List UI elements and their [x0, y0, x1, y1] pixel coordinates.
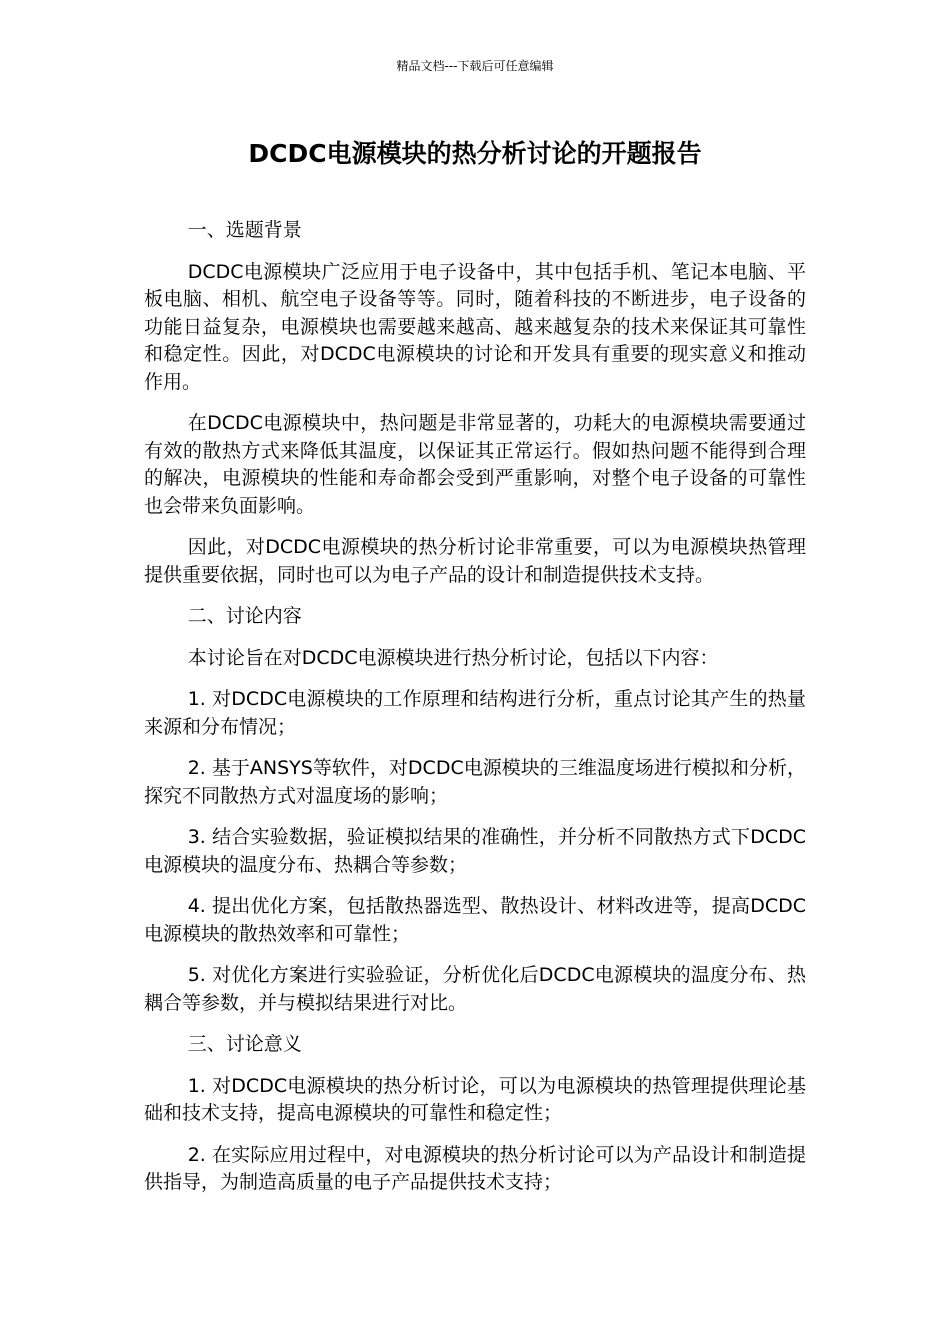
- paragraph: 本讨论旨在对DCDC电源模块进行热分析讨论，包括以下内容：: [187, 646, 719, 669]
- list-item: 2. 在实际应用过程中，对电源模块的热分析讨论可以为产品设计和制造提供指导，为制造高质量的电子产品提供技术支持；: [144, 1143, 806, 1193]
- list-item: 3. 结合实验数据，验证模拟结果的准确性，并分析不同散热方式下DCDC电源模块的温度分布、热耦合等参数；: [144, 826, 806, 876]
- paragraph: DCDC电源模块广泛应用于电子设备中，其中包括手机、笔记本电脑、平板电脑、相机、航空电子设备等等。同时，随着科技的不断进步，电子设备的功能日益复杂，电源模块也需要越来越高、越来越复杂的技术来保证其可靠性和稳定性。因此，对DCDC电源模块的讨论和开发具有重要的现实意义和推动作用。: [144, 260, 806, 393]
- section-heading-significance: 三、讨论意义: [187, 1033, 302, 1055]
- document-title: DCDC电源模块的热分析讨论的开题报告: [248, 139, 702, 168]
- paragraph: 因此，对DCDC电源模块的热分析讨论非常重要，可以为电源模块热管理提供重要依据，同时也可以为电子产品的设计和制造提供技术支持。: [144, 536, 806, 586]
- page-header: 精品文档---下载后可任意编辑: [396, 59, 554, 73]
- list-item: 1. 对DCDC电源模块的热分析讨论，可以为电源模块的热管理提供理论基础和技术支持，提高电源模块的可靠性和稳定性；: [144, 1074, 806, 1124]
- list-item: 4. 提出优化方案，包括散热器选型、散热设计、材料改进等，提高DCDC电源模块的散热效率和可靠性；: [144, 895, 806, 945]
- section-heading-content: 二、讨论内容: [187, 605, 302, 627]
- list-item: 1. 对DCDC电源模块的工作原理和结构进行分析，重点讨论其产生的热量来源和分布情况；: [144, 688, 806, 738]
- paragraph: 在DCDC电源模块中，热问题是非常显著的，功耗大的电源模块需要通过有效的散热方式来降低其温度，以保证其正常运行。假如热问题不能得到合理的解决，电源模块的性能和寿命都会受到严重影响，对整个电子设备的可靠性也会带来负面影响。: [144, 412, 806, 517]
- list-item: 5. 对优化方案进行实验验证，分析优化后DCDC电源模块的温度分布、热耦合等参数，并与模拟结果进行对比。: [144, 964, 806, 1014]
- list-item: 2. 基于ANSYS等软件，对DCDC电源模块的三维温度场进行模拟和分析，探究不同散热方式对温度场的影响；: [144, 757, 806, 807]
- document-body: [144, 217, 806, 1211]
- section-heading-background: 一、选题背景: [187, 219, 302, 241]
